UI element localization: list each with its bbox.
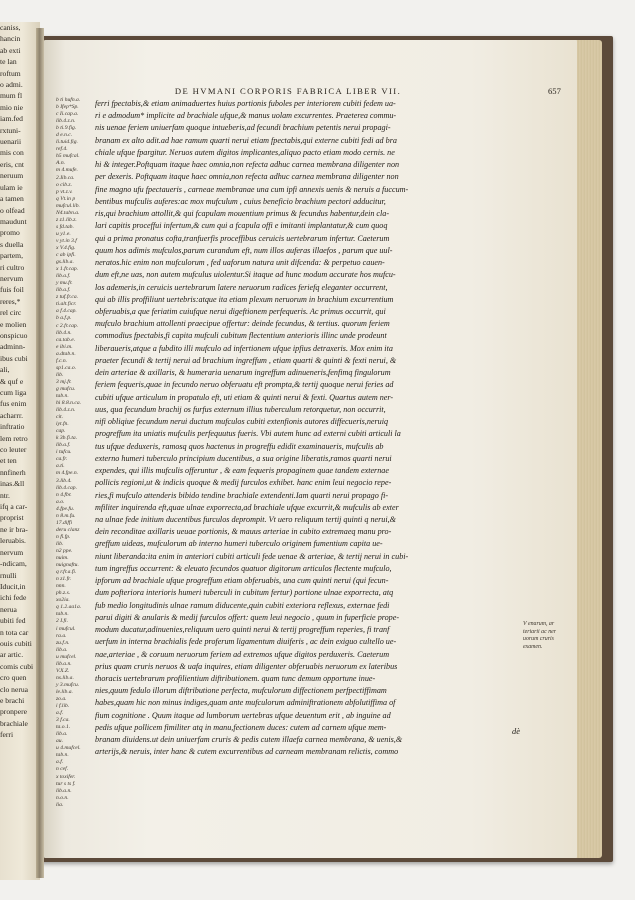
left-page-line: ali, (0, 365, 10, 375)
text-line: dum pofteriora interioris humeri tuberculi in cubitum fertur) portione ulnae exporrecta, atq (95, 588, 394, 598)
left-page-line: ulam ie (0, 182, 23, 192)
left-page-line: maudunt (0, 216, 27, 226)
margin-note-line: ns.lib.a. (56, 674, 74, 681)
margin-note-line: lib.a. (56, 731, 68, 738)
margin-note-line: zu.f.n. (56, 639, 70, 646)
left-page-line: & quf e (0, 376, 24, 386)
left-page-line: comis cubi (0, 661, 34, 671)
text-line: greffum uideas, mufculorum ab interno humeri tuberculo originem fumentium capita ue- (95, 539, 383, 549)
margin-note-line: lia. (56, 801, 64, 808)
text-line: ri e admodum* implicite ad brachiale ufque,& manus uolam excurrentes. Praeterea commu- (95, 111, 397, 121)
left-page-line: acharrr. (0, 410, 23, 420)
left-page-line: onspicuo (0, 330, 28, 340)
margin-note-line: ti.alt.ficr. (56, 301, 77, 308)
margin-note-line: tab.n. (56, 392, 69, 399)
margin-note-line: x toxifer. (56, 773, 76, 780)
text-line: pedis ufque pollicem fimiliter atq in manu,fectionem duces: cutem ad carnem ufque mem- (95, 722, 387, 732)
left-page-line: ubiti fed (0, 616, 26, 626)
text-line: qui a prima pronatus cofta,tranfuerfis proceffibus ceruicis uertebrarum infertur. Caeterum (95, 233, 390, 243)
margin-note-line: li.tuid.fig. (56, 139, 78, 146)
margin-note-line: lib. (56, 540, 64, 547)
left-page-line: caniss, (0, 23, 21, 32)
left-page-line: eris, cnt (0, 159, 25, 169)
margin-note-line: nuignaftu. (56, 562, 79, 569)
left-page-line: ibus cubi (0, 353, 28, 363)
text-line: chiale ufque fpargitur. Neruos autem digitos implicantes,aliquo pacto etiam modo cernis. ne (95, 147, 395, 157)
text-line: hi & integer.Poftquam itaque haec omnia,non refecta adhuc carnea membrana diligenter non (95, 160, 400, 170)
left-page-line: mis con (0, 148, 24, 158)
text-line: ries,fi mufculo attenderis bibido tendine brachiale extendenti.Iam quarti nerui propago fi- (95, 490, 389, 500)
left-page-line: lem retro (0, 433, 28, 443)
text-line: nies,quum fedulo illorum diftributione perfecta, mufculorum diffectionem perfpectiffimam (95, 686, 387, 696)
left-page-line: rxtuni- (0, 125, 21, 135)
margin-note-line: lib.4.z.n. (56, 407, 76, 414)
margin-note-line: 3 f.ca. (56, 717, 70, 724)
margin-note-line: lib.a.n. (56, 660, 72, 667)
left-page-line: Iducit,in (0, 581, 26, 591)
margin-note-line: lib.a.f. (56, 287, 71, 294)
text-line: dum eft,ne uas, non autem mufculus uiolentur.Si itaque ad hunc modum accurate hos mufcu- (95, 270, 396, 280)
text-line: ferri fpectabis,& etiam animaduertes huius portionis fuboles per interiorem cubiti fedem ua- (95, 99, 396, 108)
left-page-line: leruabis. (0, 536, 26, 546)
margin-note-line: c 2.fr.cap. (56, 322, 79, 329)
margin-note-line: 3.lib.4. (56, 477, 72, 484)
left-page-line: clo nerua (0, 684, 29, 694)
margin-note-line: a.o. (56, 498, 65, 505)
left-page-line: promo (0, 228, 20, 238)
margin-note-line: lib.a.f. (56, 442, 71, 449)
margin-note-line: xo2ia. (56, 597, 70, 604)
left-page-line: rnulli (0, 570, 17, 580)
left-page-line: fuis foil (0, 285, 24, 295)
text-line: progreffum ita uniatis mufculis perfequutus fueris. Vbi autem hunc ad externi cubiti articuli la (95, 429, 401, 439)
text-line: arterijs,& neruis, inter hanc & cutem excurrentibus ad carneam membranam relictis, commo (95, 747, 399, 757)
margin-note-line: b Ifep*Sp. (56, 104, 79, 111)
left-page-line: ntr. (0, 490, 10, 500)
left-page-line: uenarii (0, 137, 22, 147)
left-page-line: s duella (0, 239, 24, 249)
left-page-line: e molien (0, 319, 27, 329)
margin-note-line: d e.n.c. (56, 132, 73, 139)
text-line: thoracis uertebrarum profilientium diftributionem. quam tunc demum opportune inue- (95, 674, 376, 684)
left-page-line: rel circ (0, 308, 22, 318)
text-line: na ulnae fede initium ducentibus furculos deprompit. Vt uero reliquum tertij quinti q nerui,& (95, 514, 396, 524)
left-page-line: iam.fed (0, 114, 23, 124)
margin-note-line: cap. (56, 428, 66, 435)
margin-note-line: a.f. (56, 710, 64, 717)
margin-note-line: a.f. (56, 759, 64, 766)
text-line: tum ingreffus occurrent: & eleuato fecundos quatuor digitorum articulos flectente mufculo, (95, 563, 392, 573)
left-page-line: -ndicam, (0, 559, 27, 569)
margin-note-line: i mufcul. (56, 625, 76, 632)
left-page-line: pronpere (0, 707, 27, 717)
text-line: dein reconditae axillaris ueuae portionis, & mauus arteriae in cubito extremaeq manu pro- (95, 527, 392, 537)
margin-note-line: tab.n. (56, 752, 69, 759)
margin-note-line: g mufcu. (56, 385, 76, 392)
margin-note-line: ph.z.s. (56, 590, 71, 597)
text-line: branam ex alto adit.ad hae ramum quarti nerui etiam fpectabis,qui externe cubiti fedi ad bra (95, 135, 397, 145)
margin-note-line: b ti hufn.a. (56, 97, 81, 103)
margin-note-line: v yt.in 3.f (56, 237, 77, 244)
margin-note-line: n 4.fbr. (56, 491, 72, 498)
margin-note-line: m 4.fpe.n. (56, 470, 79, 477)
margin-note-line: sp1.ca.o. (56, 364, 77, 371)
text-line: pollicis regioni,ut & indicis quoque & medij furculos exhibet. hanc enim leui negocio repe- (95, 478, 392, 488)
margin-note-line: nnn. (56, 583, 66, 590)
margin-note-line: f.c.n. (56, 357, 68, 364)
left-page-line: ne ir bra- (0, 524, 28, 534)
left-page-line: ifq a car- (0, 502, 28, 512)
left-page-line: ar artic. (0, 650, 24, 660)
margin-note-line: s fd.tab. (56, 223, 74, 230)
margin-note-line: c ab ipfi. (56, 252, 76, 259)
margin-note-line: b ti.9.fig. (56, 125, 77, 132)
margin-note-line: y mu.fr. (56, 280, 73, 287)
left-page-line: ri cultro (0, 262, 25, 272)
text-line: fium cognitione . Quum itaque ad lumborum uertebras ufque deuentum erit , ab inguine ad (95, 710, 391, 720)
margin-note-line: p vt.z.v. (56, 188, 73, 195)
main-text-block (95, 98, 521, 759)
margin-note-line: lib.4.z.n. (56, 118, 76, 125)
side-note-line: V enarum, ar (523, 621, 555, 627)
margin-note-line: lib.4.n. (56, 329, 72, 336)
margin-note-line: V.X.Z. (56, 667, 70, 674)
margin-note-line: m 4.mufe. (56, 167, 78, 174)
left-page-line: proprist (0, 513, 24, 523)
margin-note-line: lib.a.f. (56, 273, 71, 280)
marginal-references (56, 97, 92, 809)
left-page-line: a tamen (0, 194, 24, 204)
margin-note-line: a f.4.cap. (56, 308, 77, 315)
text-line: modum ducatur,adinuenies,reliquum uero quinti nerui & tertij progreffum reperies, fi tranf (95, 625, 390, 635)
text-line: ris,qui brachium attollit,& qui fcapulam mouentium primus & fecundus habentur,dein cla- (95, 209, 390, 219)
margin-note-line: le.lib.a. (56, 688, 73, 695)
margin-note-line: y 3.mufcu. (56, 681, 80, 688)
margin-note-line: n 8.m.fu. (56, 512, 76, 519)
side-note-line: teriarii ac ner (523, 628, 557, 635)
margin-note-line: 17.diffi (56, 519, 73, 526)
margin-note-line: tur s ts f. (56, 780, 76, 787)
margin-note-line: tab.n. (56, 611, 69, 618)
book-gutter (36, 28, 44, 878)
left-page-line: hancin (0, 34, 21, 44)
text-line: feriem fequeris,quae in fecundo neruo obferuatu eft prompta,& tertij quoque nerui feries ad (95, 380, 394, 390)
text-line: mufculo brachium attollenti praecipue offertur: deinde fecundus, & tertius. quorum feriem (95, 319, 390, 329)
margin-note-line: zo.a. (56, 695, 67, 702)
text-line: ipforum ad brachiale ufque progreffum etiam obferuabis, una cum quinti nerui (qui fecun- (95, 576, 389, 586)
left-page-line: co leuter (0, 445, 27, 455)
margin-note-line: n fi.fp. (56, 533, 71, 540)
margin-note-line: e ibi.m. (56, 343, 73, 350)
text-line: parui digiti & anularis & medij furculos offert: quem leui negocio , quum in fuperficie prope- (95, 612, 400, 622)
margin-note-line: a.ti. (56, 463, 65, 470)
text-line: commodius fpectabis,fi capita mufculi cubitum flectentium anterioris illinc unde prodeunt (95, 331, 387, 341)
text-line: habes,quam hic non minus indiges,quam ante mufculorum adminiftrationem abfolutiffima of (95, 698, 396, 708)
left-page-line: partem, (0, 251, 23, 261)
left-page-line: neruum (0, 171, 24, 181)
text-line: los ademeris,in ceruicis uertebrarum latere neruorum radices feriefq eleganter occurrent, (95, 282, 388, 292)
running-title: DE HVMANI CORPORIS FABRICA LIBER VII. (174, 86, 402, 96)
left-page-line: n tota car (0, 627, 29, 637)
side-note (523, 621, 577, 651)
left-page-line: et ten (0, 456, 17, 466)
margin-note-line: lib.4.cap. (56, 484, 77, 491)
margin-note-line: ca.tab.e. (56, 336, 76, 343)
margin-note-line: n.o.n. (56, 794, 69, 801)
facing-left-page (0, 22, 40, 880)
text-line: nis uenae feriem uniuerfam quoque intueberis,ad fecundi brachium petentis nerui propagi- (95, 123, 391, 133)
text-line: lari capitis proceffui infertum,& cum qui a fcapula offi e imitanti implantatur,& cum quoq (95, 221, 388, 231)
text-line: branam diuidens.ut dein uniuerfam cruris & pedis cutem illaefa carnea membrana, & uenis,& (95, 735, 403, 745)
margin-note-line: au. (56, 738, 63, 745)
left-page-line: nerua (0, 604, 17, 614)
left-page-line: ab exti (0, 45, 21, 55)
margin-note-line: n2 ppe. (56, 548, 73, 554)
left-page-line: brachiale (0, 718, 28, 728)
margin-note-line: c Ii.cap.a. (56, 111, 79, 118)
margin-note-line: i f.lib. (56, 703, 70, 710)
margin-note-line: 2.Iib.ca. (56, 174, 75, 181)
margin-note-line: z tuf.fr.ca. (56, 294, 79, 301)
margin-note-line: nuim. (56, 555, 69, 562)
margin-note-line: x V.4.fig. (56, 244, 76, 251)
text-line: externo humeri tuberculo principium ducentibus, a sua origine liberatis,ramos quarti nerui (95, 453, 392, 463)
catchword: dè (512, 727, 520, 736)
margin-note-line: u y1.e. (56, 230, 71, 237)
text-line: liberaueris,atque a fubdito illi mufculo ad infertionem ufque ipfius detraxeris. Mox enim ita (95, 343, 393, 353)
margin-note-line: 4.fpe.fu. (56, 505, 75, 512)
text-line: fub medio longitudinis ulnae ramum diducente,quin cubiti exteriora reflexus, externae fedi (95, 600, 390, 610)
left-page-line: o admi. (0, 80, 23, 90)
left-page-line: ouis cubiti (0, 638, 32, 648)
left-page-line: inftratio (0, 422, 25, 432)
margin-note-line: n z1.fr. (56, 576, 72, 583)
left-page-line: ferri (0, 730, 14, 740)
margin-note-line: z z1.lib.z. (56, 216, 77, 223)
margin-note-line: q 1.2.aa1a. (56, 604, 82, 611)
margin-note-line: 3 mj.fr. (56, 378, 72, 385)
text-line: nifi obliqiue fecundum nerui ductum mufculos cubiti extenfionis autores diffecueris,neruiq (95, 417, 389, 427)
side-note-line: examen. (523, 643, 543, 650)
margin-note-line: A.n. (56, 160, 66, 167)
margin-note-line: gs.lib.a. (56, 259, 74, 266)
page-number: 657 (548, 86, 561, 96)
margin-note-line: iyt.fn. (56, 421, 69, 428)
left-page-line: nnfinerh (0, 467, 26, 477)
margin-note-line: h5 mufcal. (56, 153, 80, 160)
text-line: nae,arteriae , & coruum neruorum feriem ad extremos ufque digitos perduxeris. Caeterum (95, 649, 390, 659)
left-page-line: cum liga (0, 388, 27, 397)
text-line: tus ufque deduxeris, ramosq quos hactenus in progreffu edidit examinaueris, mufculis ab (95, 441, 384, 451)
margin-note-line: a.dtab.n. (56, 350, 76, 357)
margin-note-line: k 3b.fi.ta. (56, 435, 78, 442)
text-line: uerfum in interna brachialis fede proferum ligamentum diuiferis , ac dein exiguo cultello ue- (95, 637, 397, 647)
left-page-line: mum fl (0, 91, 23, 101)
left-page-line: nervum (0, 273, 24, 283)
left-page-line: inas.&ll (0, 479, 25, 489)
margin-note-line: ref.4. (56, 146, 68, 153)
text-line: qui ab illis proffiliunt uertebris:atque ita etiam plexum neruorum in brachium excurrentium (95, 294, 394, 304)
text-line: fine magno ufu fpectaueris , carneae membranae una cum ipfi annexis uenis & neruis a fuccum- (95, 184, 409, 194)
text-line: neratos.hic enim non mufculorum , fed uaforum natura unit difcenda: & perpetuo cauen- (95, 258, 385, 268)
text-line: cubiti ufque articulum in propatulo eft, uti etiam & quinti nerui & fexti. Quartus autem ner- (95, 392, 394, 402)
left-page-line: e brachi (0, 695, 25, 705)
left-page-line: te lan (0, 57, 17, 67)
margin-note-line: ca.fr. (56, 456, 68, 463)
left-page-line: roftum (0, 68, 21, 78)
margin-note-line: q r.fr.a.fi. (56, 569, 77, 576)
margin-note-line: x 1.fr.cap. (56, 266, 79, 273)
margin-note-line: n cef. (56, 766, 69, 773)
margin-note-line: b a.f.p. (56, 315, 72, 322)
margin-note-line: ra.a. (56, 632, 67, 639)
text-line: mfiliter inquirenda eft,quae ulnae exporrecta,ad brachiale ufque excurrit,& mufculis ab exter (95, 502, 399, 512)
margin-note-line: hi 8.8.n.ca. (56, 400, 82, 407)
left-page-line: cro quen (0, 673, 27, 683)
left-page-line: o olfead (0, 205, 25, 215)
text-line: quum hos adimis mufculos,parum curandum eft, num illos auferas illaefos , parum que uul- (95, 245, 393, 255)
left-page-text-fragments (0, 22, 40, 880)
left-page-line: reres,* (0, 296, 21, 306)
margin-note-line: lib.a.n. (56, 787, 72, 794)
left-page-line: adminn- (0, 342, 26, 352)
left-page-line: nervum (0, 547, 24, 557)
margin-note-line: deru clanz (56, 526, 80, 533)
side-note-line: uorum cruris (523, 636, 554, 643)
text-line: niunt liberanda:ita enim in anteriori cubiti articuli fede uenae & arteriae, & tertij nerui in cubi- (95, 551, 409, 561)
text-line: uus, qua fecundum brachij os furfus externum illius tuberculum retorquetur, non occurrit, (95, 404, 386, 414)
margin-note-line: lib. (56, 371, 64, 378)
margin-note-line: 2 I.fi. (56, 618, 68, 625)
margin-note-line: o cib.z. (56, 181, 73, 188)
text-line: obferuabis,a que feriatim cuiufque nerui digeftionem perfequeris. Ac primus occurrit, qui (95, 306, 386, 316)
text-line: prius quam cruris neruos & uafa inquires, etiam diligenter obferuabis neruorum ex lateribus (95, 661, 398, 671)
text-line: per dexeris. Poftquam itaque haec omnia,non refecta adhuc carnea membrana diligenter non (95, 172, 399, 182)
margin-note-line: u 4.mufcel. (56, 745, 81, 752)
margin-note-line: mufcul.lib. (56, 202, 80, 209)
text-line: dein arteriae & axillaris, & humeraria uenarum ingreffum adinueneris,fenfimq fingulorum (95, 368, 391, 378)
text-line: bentibus mufculis auferes:ac mox mufculum , cuius beneficio brachium pectori adducitur, (95, 196, 386, 206)
text-line: praeter fecundi & tertij nerui ad brachium ingreffum , etiam quarti & quinti & fexti nerui, & (95, 355, 397, 365)
margin-note-line: ta.o.1. (56, 724, 71, 731)
margin-note-line: q Vt.in p (56, 195, 76, 202)
margin-note-line: u mufcel. (56, 653, 77, 660)
left-page-line: mio nie (0, 102, 23, 112)
margin-note-line: cit. (56, 414, 63, 421)
left-page-line: fus enim (0, 399, 27, 409)
text-line: expendes, qui illis mufculis offeruntur , & eam fequeris propaginem quae tandem externae (95, 466, 389, 476)
margin-note-line: N4.tabn.a. (56, 209, 80, 216)
margin-note-line: lib.a. (56, 646, 68, 653)
left-page-line: ichi fede (0, 593, 27, 603)
margin-note-line: i tufcu. (56, 449, 72, 456)
